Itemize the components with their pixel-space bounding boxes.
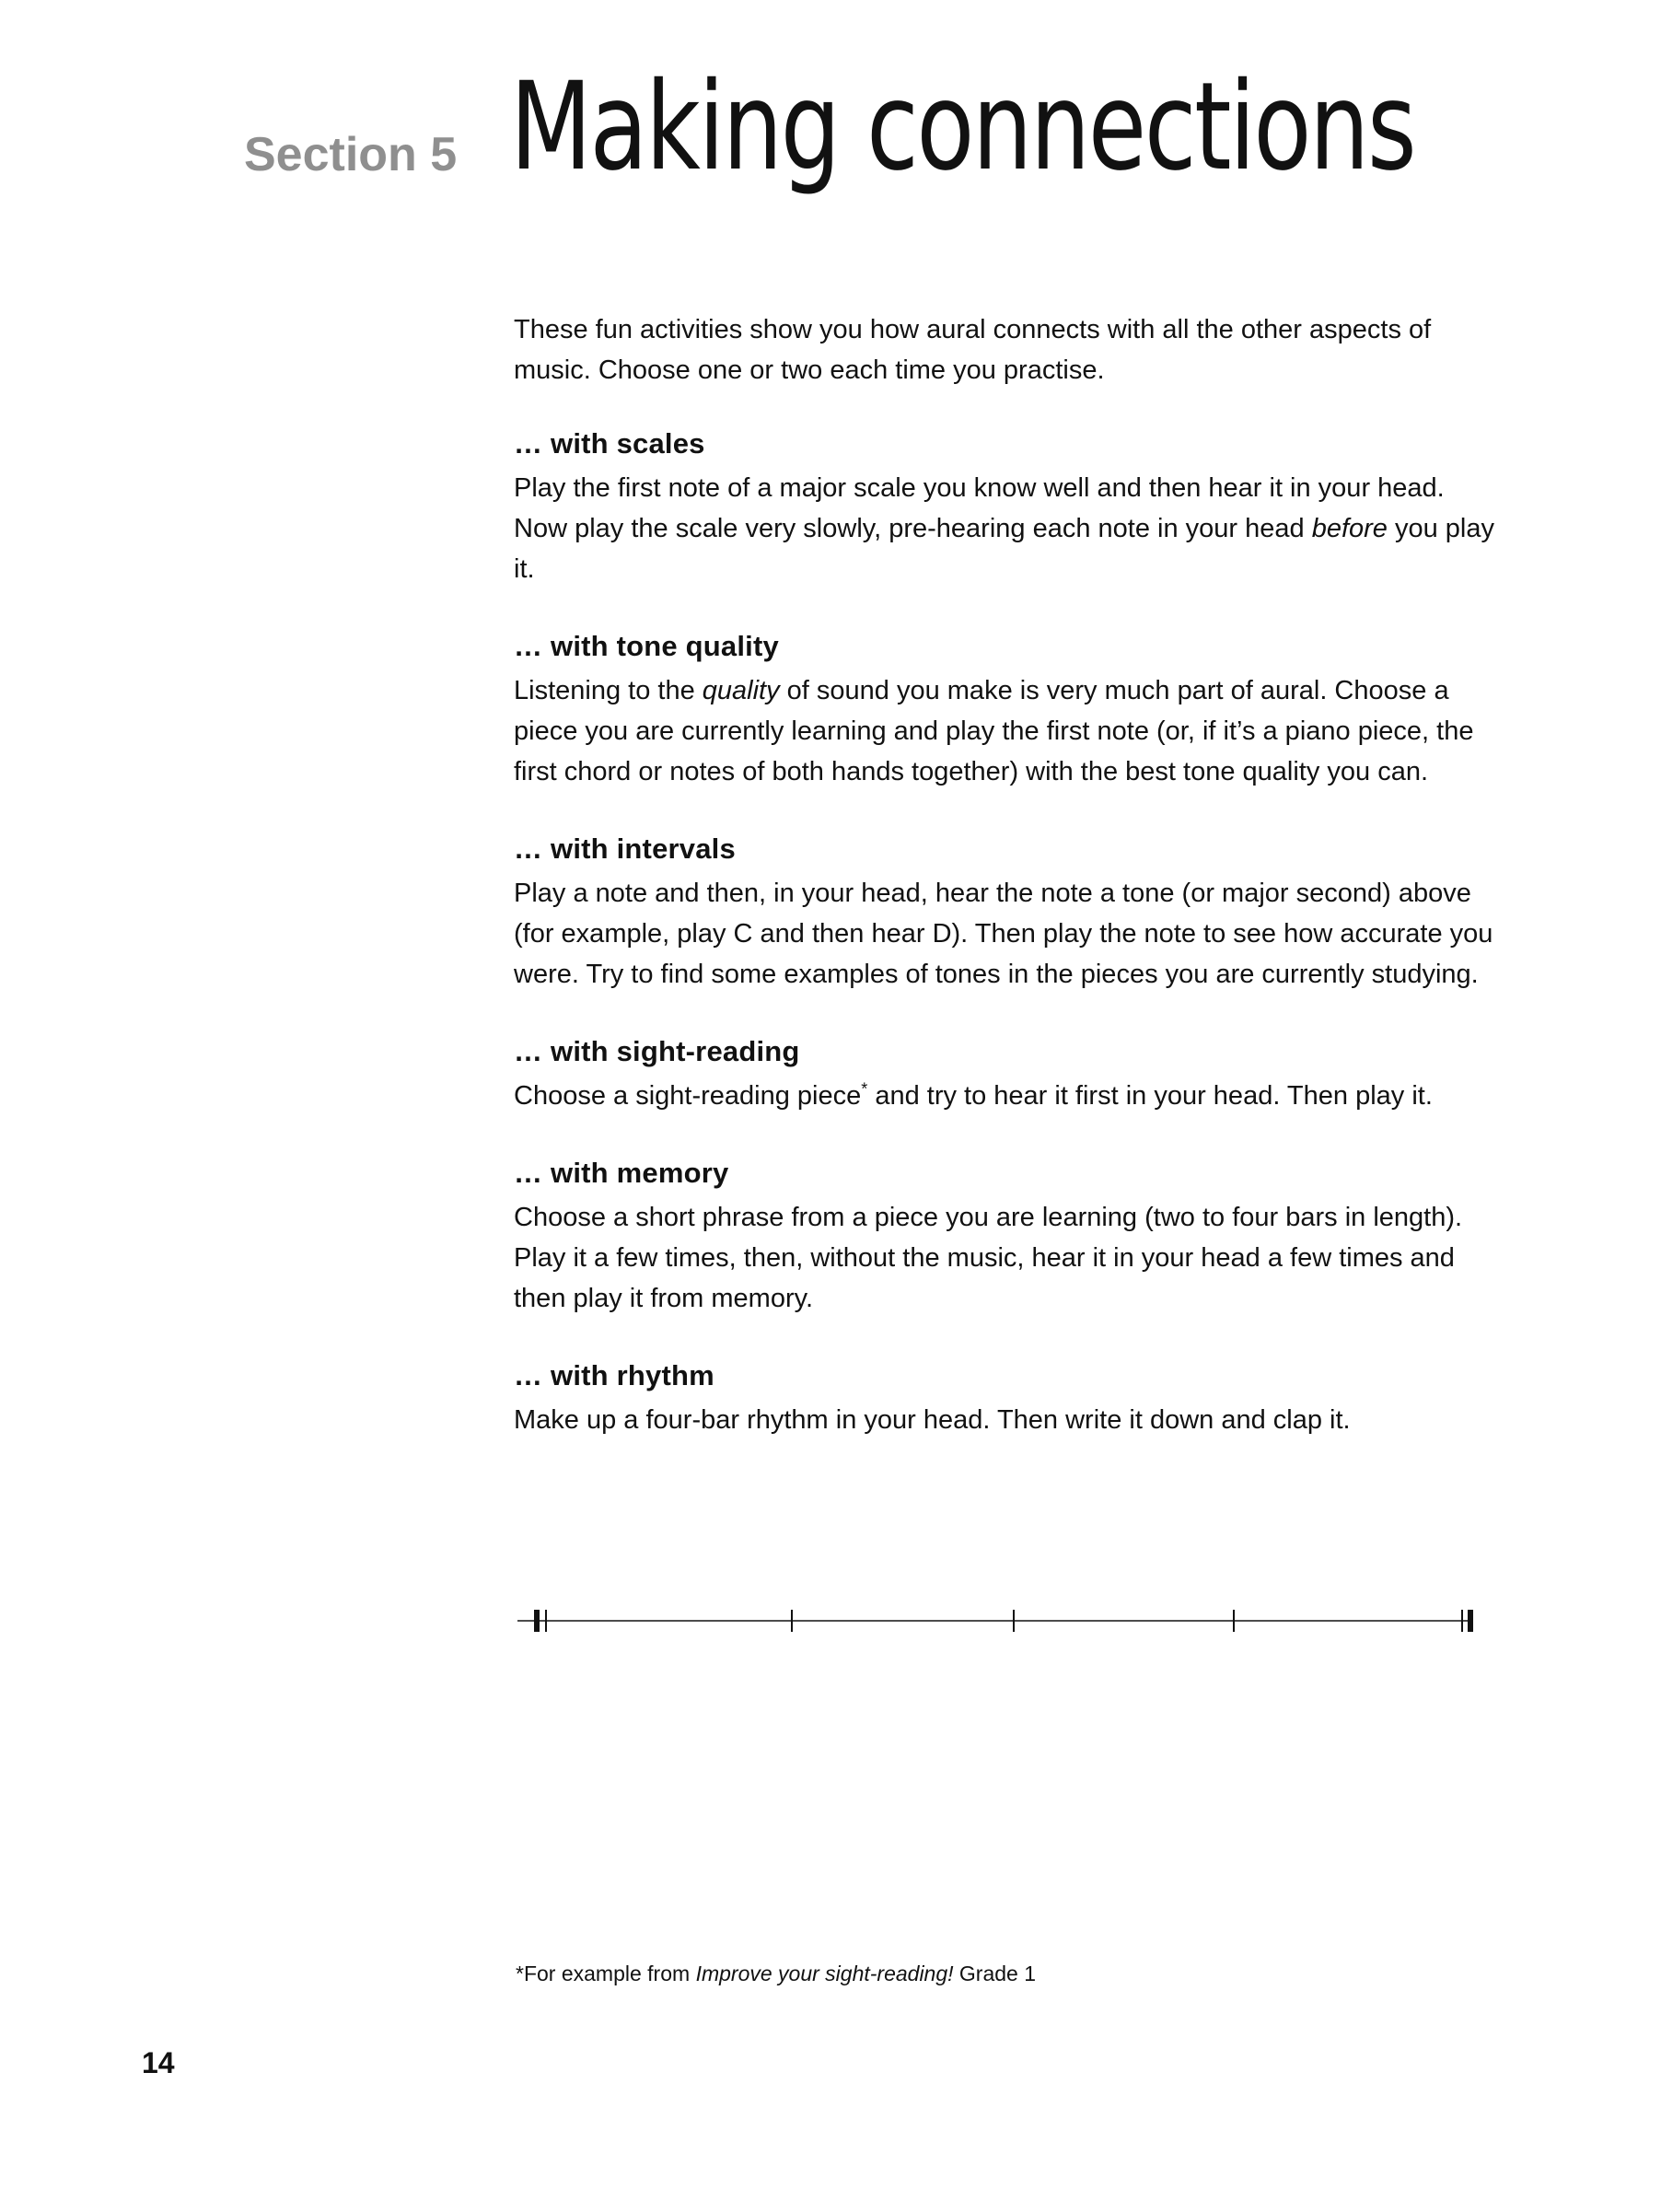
section-memory: [514, 1155, 1499, 1319]
section-heading: … with sight-reading: [514, 1035, 800, 1067]
section-heading: … with rhythm: [514, 1359, 714, 1391]
section-text: Choose a sight-reading piece* and try to hear it first in your head. Then play it.: [514, 1079, 1433, 1111]
section-text: Listening to the quality of sound you make is very much part of aural. Choose a piece you are currently learning and play the first note (or, if it’s a piano piece, the first chord or notes of both hands together) with the best tone quality you can.: [514, 676, 1474, 786]
intro-paragraph: These fun activities show you how aural connects with all the other aspects of music. Choose one or two each time you practise.: [514, 315, 1432, 385]
rhythm-staff: [514, 1602, 1481, 1639]
emphasis-text: quality: [702, 676, 780, 705]
section-tone-quality: [514, 628, 1499, 792]
section-text: Make up a four-bar rhythm in your head. Then write it down and clap it.: [514, 1405, 1351, 1435]
main-content: [514, 309, 1499, 1479]
section-heading: … with tone quality: [514, 630, 779, 662]
footnote-book-title: Improve your sight-reading!: [695, 1962, 954, 1985]
footnote-marker: *: [861, 1079, 868, 1099]
section-sight-reading: [514, 1033, 1499, 1116]
section-text: Play the first note of a major scale you know well and then hear it in your head. Now play the scale very slowly, pre-hearing each note in your head before you play it.: [514, 473, 1495, 584]
section-rhythm: [514, 1357, 1499, 1440]
footnote: *For example from Improve your sight-reading! Grade 1: [516, 1962, 1037, 1985]
section-heading: … with scales: [514, 427, 705, 460]
section-intervals: [514, 831, 1499, 995]
emphasis-text: before: [1311, 514, 1388, 543]
section-heading: … with intervals: [514, 832, 736, 865]
start-repeat-thick-bar: [534, 1610, 540, 1632]
section-text: Choose a short phrase from a piece you are learning (two to four bars in length). Play it a few times, then, without the music, hear it in your head a few times and then play it from memory.: [514, 1203, 1463, 1313]
section-scales: [514, 425, 1499, 589]
section-heading: … with memory: [514, 1157, 729, 1189]
section-text: Play a note and then, in your head, hear the note a tone (or major second) above (for example, play C and then hear D). Then play the note to see how accurate you were. Try to find some examples of tones in the pieces you are currently studying.: [514, 879, 1493, 989]
final-thick-bar: [1468, 1610, 1473, 1632]
page-title: Making connections: [510, 56, 1415, 198]
section-label: Section 5: [244, 128, 458, 181]
page-number: 14: [142, 2046, 175, 2079]
